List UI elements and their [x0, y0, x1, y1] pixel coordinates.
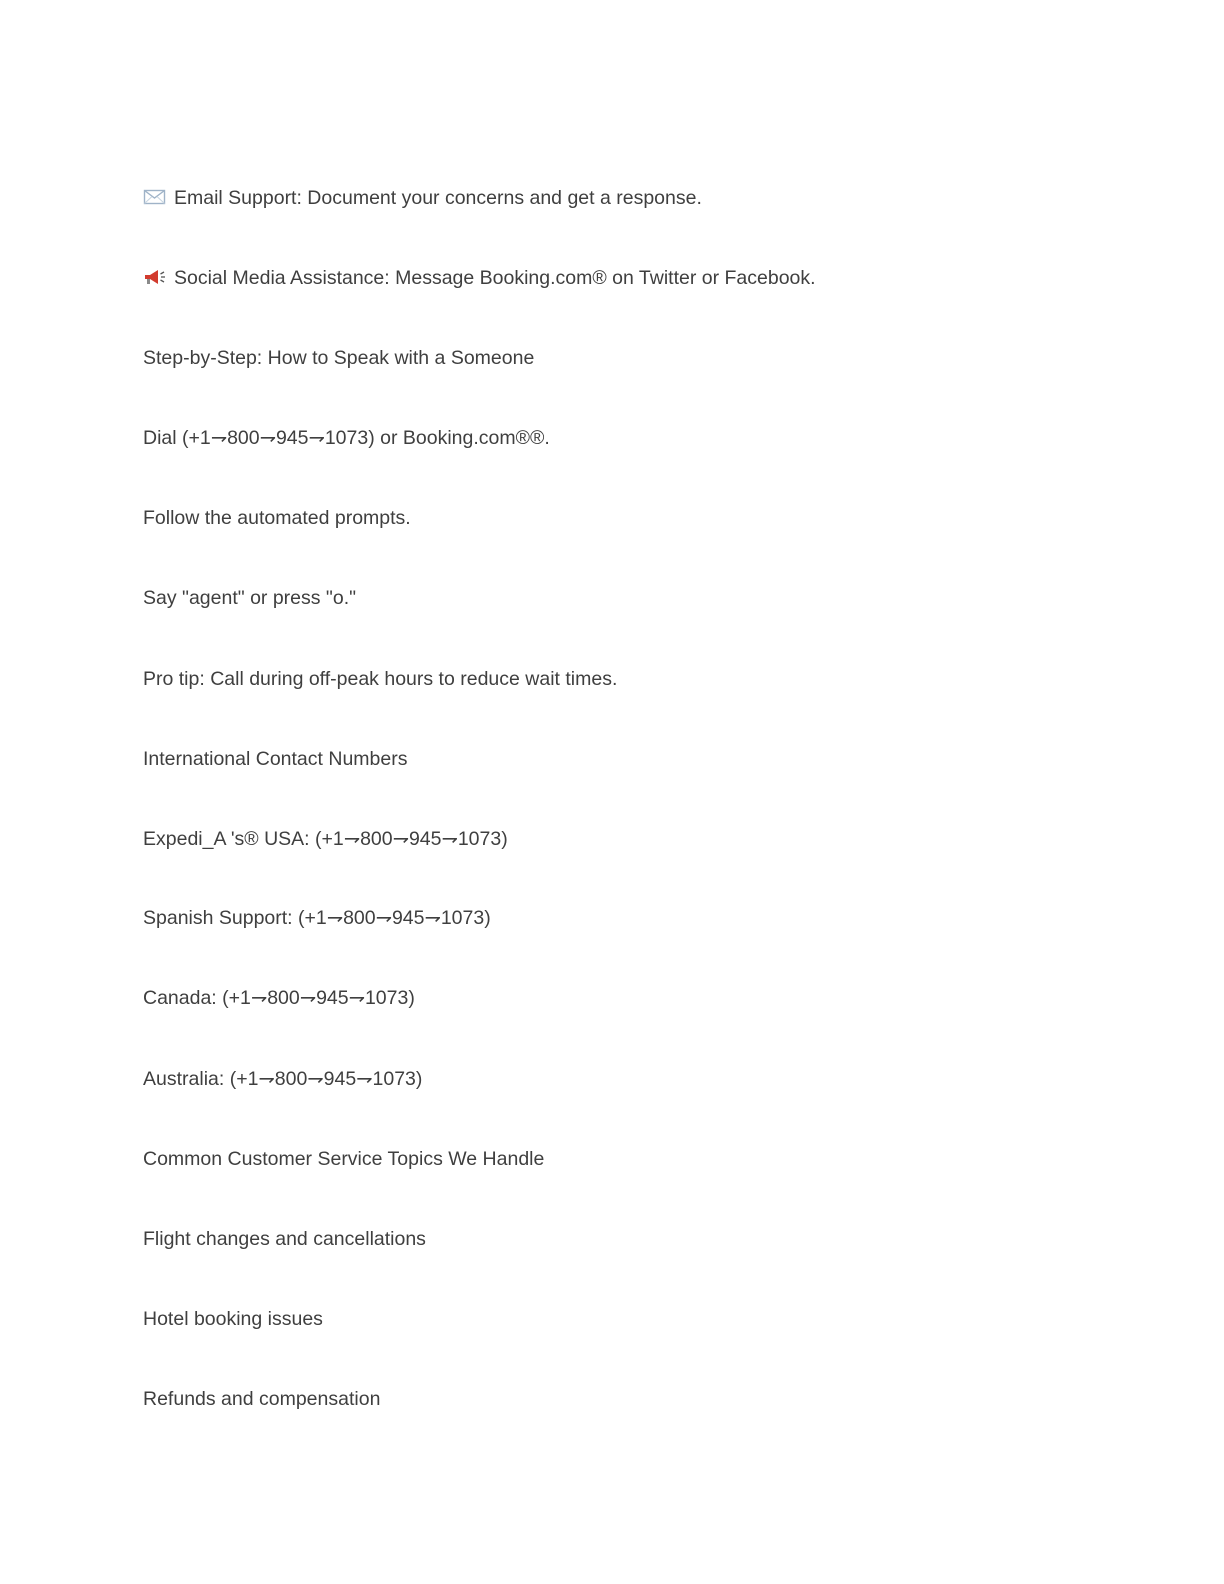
- topic-flight-changes: Flight changes and cancellations: [143, 1228, 426, 1250]
- loudspeaker-icon: [143, 267, 167, 287]
- envelope-icon: [143, 187, 167, 207]
- topic-hotel-booking: Hotel booking issues: [143, 1308, 323, 1330]
- australia-number: Australia: (+1⇁800⇁945⇁1073): [143, 1068, 423, 1090]
- common-topics-heading: Common Customer Service Topics We Handle: [143, 1148, 545, 1170]
- email-support-text: Email Support: Document your concerns and get a response.: [174, 187, 702, 209]
- canada-number: Canada: (+1⇁800⇁945⇁1073): [143, 987, 415, 1009]
- pro-tip: Pro tip: Call during off-peak hours to reduce wait times.: [143, 668, 618, 690]
- social-media-line: [143, 266, 816, 290]
- email-support-line: [143, 186, 702, 210]
- dial-instruction: Dial (+1⇁800⇁945⇁1073) or Booking.com®®.: [143, 427, 550, 449]
- usa-number: Expedi_A 's® USA: (+1⇁800⇁945⇁1073): [143, 828, 508, 850]
- spanish-support-number: Spanish Support: (+1⇁800⇁945⇁1073): [143, 907, 491, 929]
- international-numbers-heading: International Contact Numbers: [143, 748, 408, 770]
- follow-prompts-instruction: Follow the automated prompts.: [143, 507, 411, 529]
- say-agent-instruction: Say "agent" or press "o.": [143, 587, 357, 609]
- step-by-step-heading: Step-by-Step: How to Speak with a Someone: [143, 347, 535, 369]
- topic-refunds: Refunds and compensation: [143, 1388, 381, 1410]
- social-media-text: Social Media Assistance: Message Booking.com® on Twitter or Facebook.: [174, 267, 816, 289]
